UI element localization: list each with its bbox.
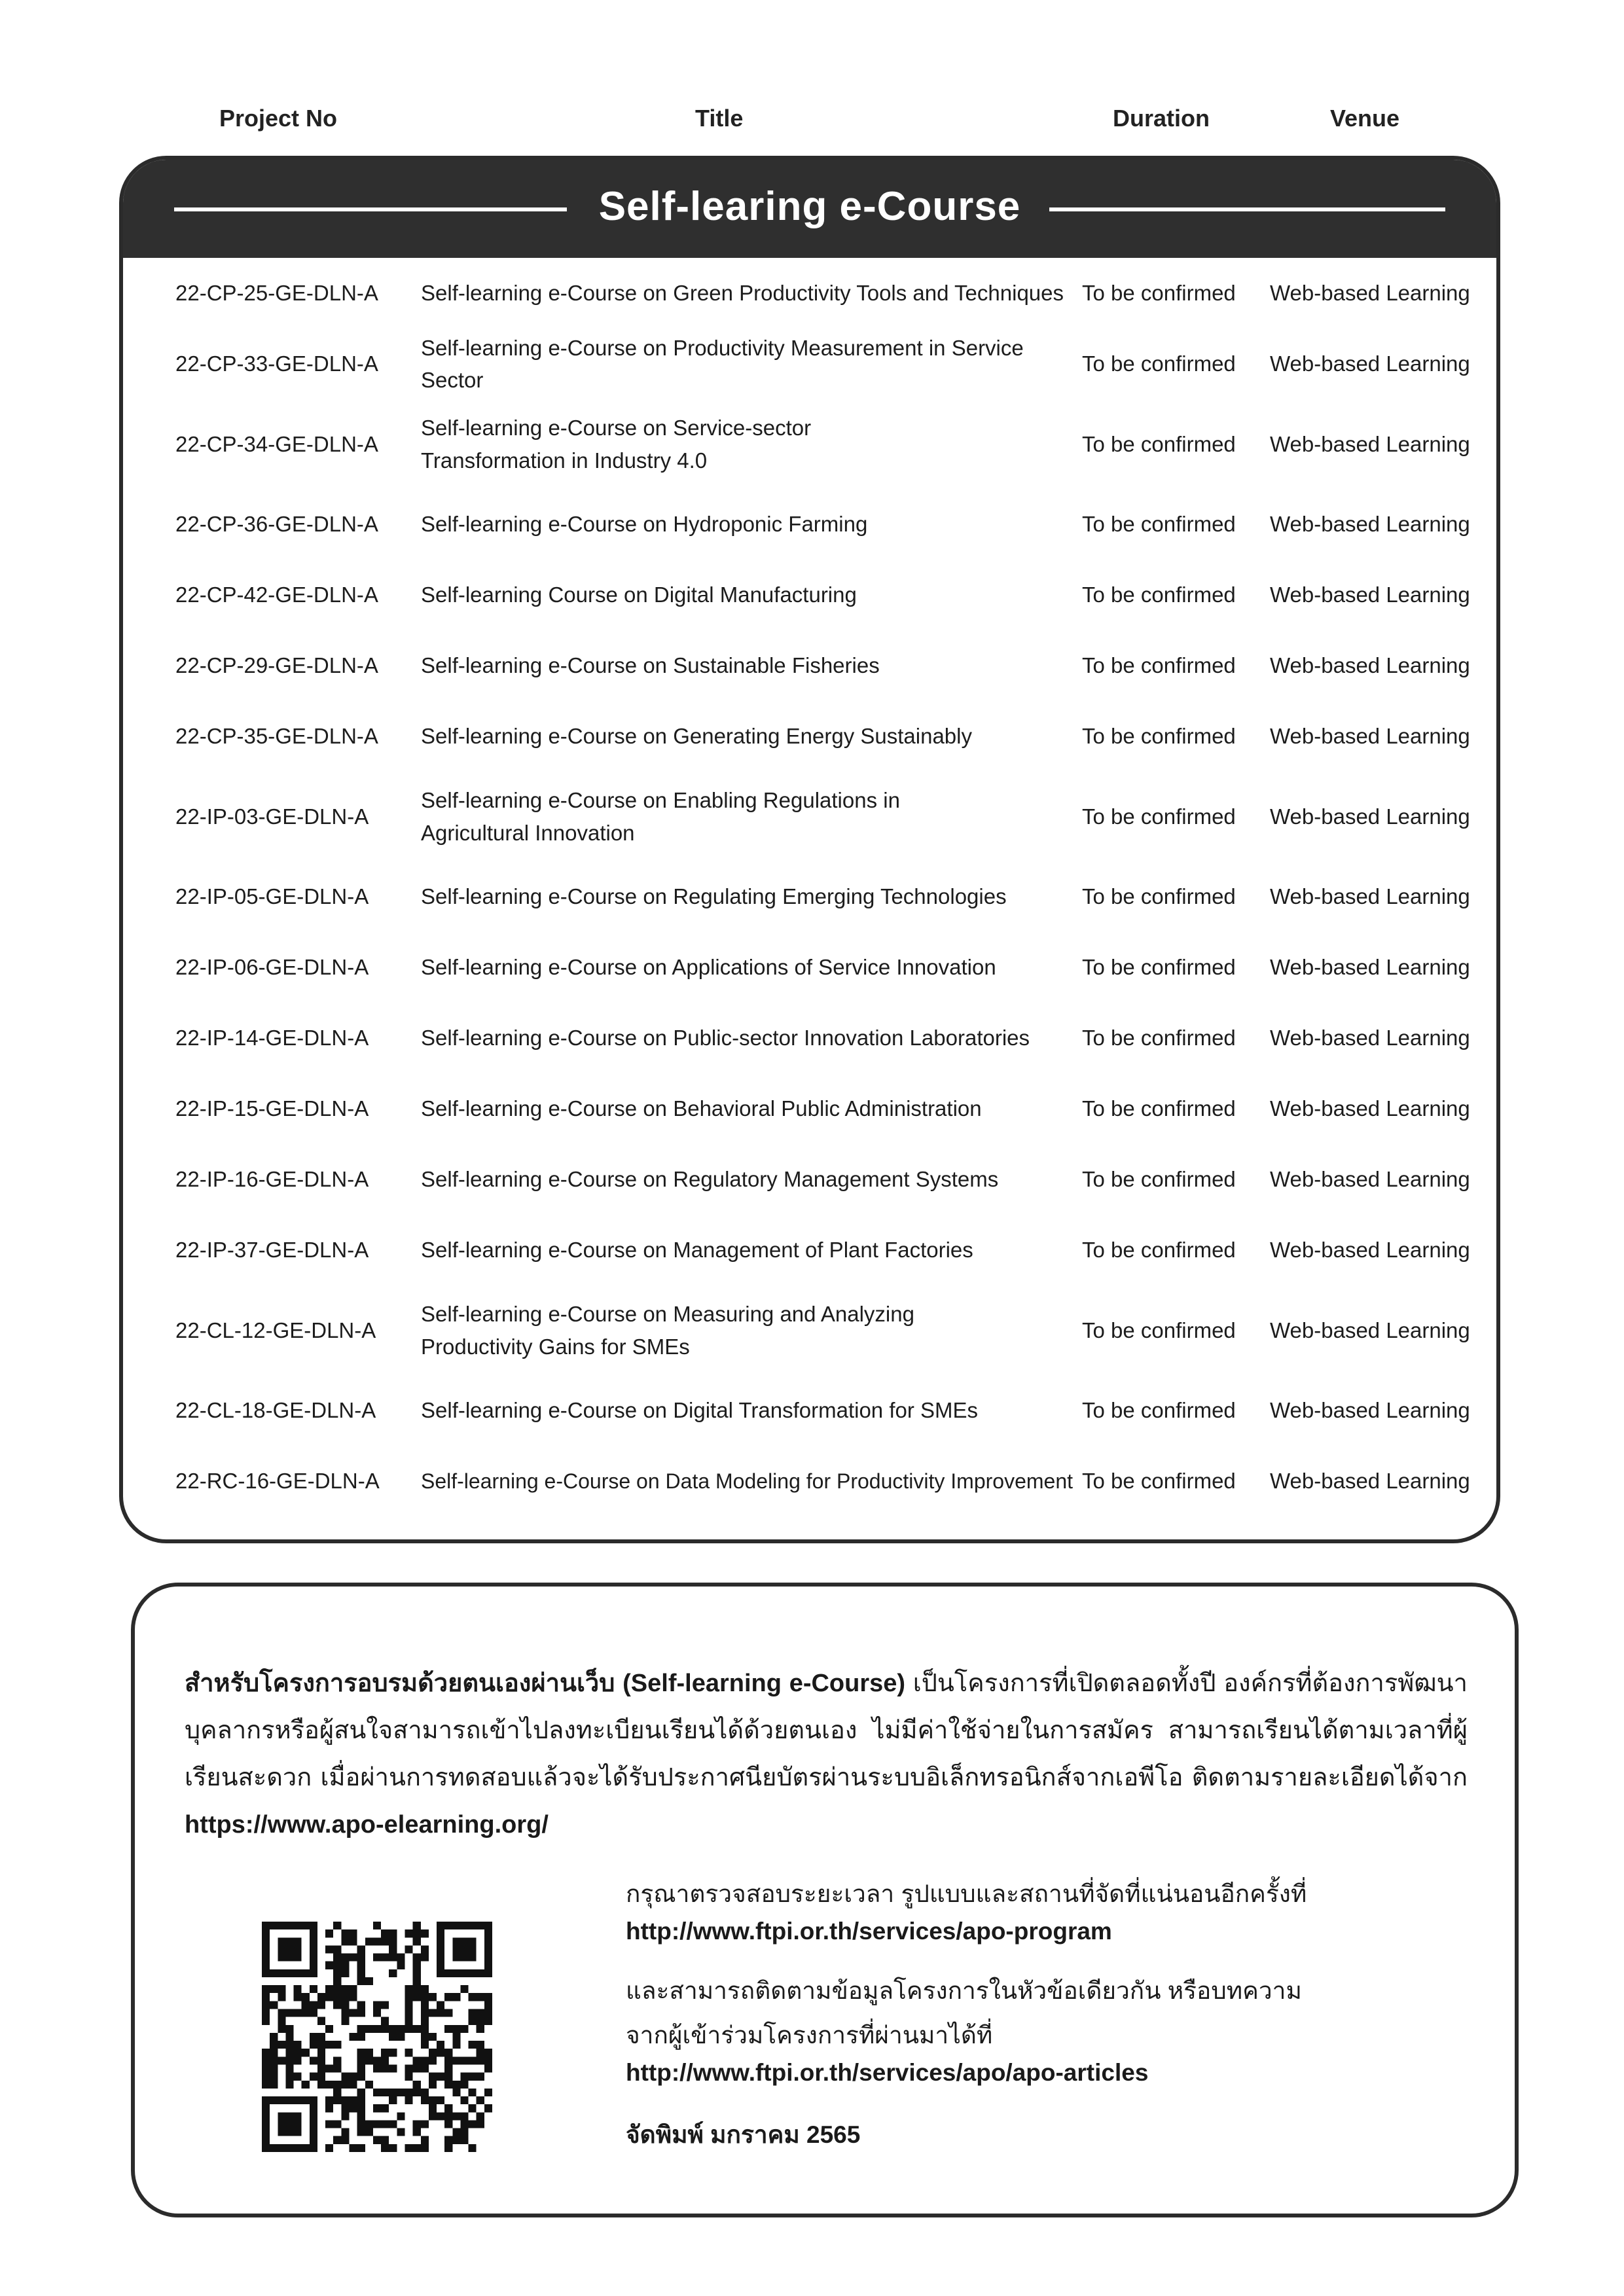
course-table-panel bbox=[119, 156, 1500, 1543]
table-row bbox=[123, 560, 1496, 630]
title-cell: Self-learning e-Course on Enabling Regulations in Agricultural Innovation bbox=[421, 788, 900, 845]
course-rows bbox=[123, 258, 1496, 1516]
duration-cell: To be confirmed bbox=[1082, 955, 1236, 980]
project-no-cell: 22-CP-34-GE-DLN-A bbox=[175, 431, 378, 456]
duration-cell: To be confirmed bbox=[1082, 281, 1236, 306]
table-row bbox=[123, 258, 1496, 329]
project-no-cell: 22-IP-37-GE-DLN-A bbox=[175, 1238, 369, 1263]
title-cell: Self-learning e-Course on Behavioral Public Administration bbox=[421, 1096, 982, 1121]
project-no-cell: 22-CP-25-GE-DLN-A bbox=[175, 281, 378, 306]
title-cell: Self-learning Course on Digital Manufacturing bbox=[421, 583, 857, 607]
note-check-schedule: กรุณาตรวจสอบระยะเวลา รูปแบบและสถานที่จัดที่แน่นอนอีกครั้งที่ bbox=[626, 1880, 1307, 1907]
table-row bbox=[123, 1446, 1496, 1516]
column-header-project-no: Project No bbox=[219, 105, 338, 132]
title-cell: Self-learning e-Course on Management of Plant Factories bbox=[421, 1238, 973, 1263]
duration-cell: To be confirmed bbox=[1082, 1026, 1236, 1050]
title-cell: Self-learning e-Course on Generating Energy Sustainably bbox=[421, 724, 972, 749]
venue-cell: Web-based Learning bbox=[1270, 1318, 1470, 1342]
project-no-cell: 22-CL-18-GE-DLN-A bbox=[175, 1398, 376, 1423]
duration-cell: To be confirmed bbox=[1082, 1318, 1236, 1342]
venue-cell: Web-based Learning bbox=[1270, 724, 1470, 749]
project-no-cell: 22-CP-36-GE-DLN-A bbox=[175, 512, 378, 537]
duration-cell: To be confirmed bbox=[1082, 1398, 1236, 1423]
project-no-cell: 22-IP-15-GE-DLN-A bbox=[175, 1096, 369, 1121]
project-no-cell: 22-CP-35-GE-DLN-A bbox=[175, 724, 378, 749]
table-row bbox=[123, 1003, 1496, 1073]
duration-cell: To be confirmed bbox=[1082, 724, 1236, 749]
project-no-cell: 22-CL-12-GE-DLN-A bbox=[175, 1318, 376, 1342]
title-cell: Self-learning e-Course on Public-sector Innovation Laboratories bbox=[421, 1026, 1030, 1050]
venue-cell: Web-based Learning bbox=[1270, 1398, 1470, 1423]
section-title: Self-learing e-Course bbox=[598, 184, 1021, 229]
info-panel bbox=[131, 1583, 1519, 2217]
project-no-cell: 22-RC-16-GE-DLN-A bbox=[175, 1469, 380, 1494]
program-link[interactable]: http://www.ftpi.or.th/services/apo-program bbox=[626, 1918, 1112, 1945]
title-cell: Self-learning e-Course on Regulating Emerging Technologies bbox=[421, 884, 1007, 909]
project-no-cell: 22-IP-03-GE-DLN-A bbox=[175, 804, 369, 829]
venue-cell: Web-based Learning bbox=[1270, 351, 1470, 376]
info-lead: สำหรับโครงการอบรมด้วยตนเองผ่านเว็บ (Self-learning e-Course) bbox=[185, 1670, 906, 1697]
venue-cell: Web-based Learning bbox=[1270, 431, 1470, 456]
venue-cell: Web-based Learning bbox=[1270, 1238, 1470, 1263]
column-header-duration: Duration bbox=[1113, 105, 1210, 132]
table-row bbox=[123, 489, 1496, 560]
note-follow-info: และสามารถติดตามข้อมูลโครงการในหัวข้อเดียวกัน หรือบทความ bbox=[626, 1977, 1302, 2004]
table-row bbox=[123, 329, 1496, 399]
title-cell: Self-learning e-Course on Data Modeling for Productivity Improvement bbox=[421, 1469, 1074, 1493]
duration-cell: To be confirmed bbox=[1082, 1167, 1236, 1192]
table-row bbox=[123, 772, 1496, 861]
table-row bbox=[123, 399, 1496, 489]
table-row bbox=[123, 1215, 1496, 1285]
title-cell: Self-learning e-Course on Hydroponic Farming bbox=[421, 512, 868, 537]
duration-cell: To be confirmed bbox=[1082, 653, 1236, 678]
table-row bbox=[123, 1073, 1496, 1144]
project-no-cell: 22-IP-16-GE-DLN-A bbox=[175, 1167, 369, 1192]
table-row bbox=[123, 932, 1496, 1003]
info-body: เป็นโครงการที่เปิดตลอดทั้งปี องค์กรที่ต้องการพัฒนาบุคลากรหรือผู้สนใจสามารถเข้าไปลงทะเบียนเรียนได้ด้วยตนเอง ไม่มีค่าใช้จ่ายในการสมัคร สามารถเรียนได้ตามเวลาที่ผู้เรียนสะดวก เมื่อผ่านการทดสอบแล้วจะได้รับประกาศนียบัตรผ่านระบบอิเล็กทรอนิกส์จากเอพีโอ ติดตามรายละเอียดได้จาก bbox=[185, 1670, 1468, 1791]
project-no-cell: 22-CP-42-GE-DLN-A bbox=[175, 583, 378, 607]
duration-cell: To be confirmed bbox=[1082, 512, 1236, 537]
duration-cell: To be confirmed bbox=[1082, 1096, 1236, 1121]
table-row bbox=[123, 701, 1496, 772]
qr-code-icon bbox=[262, 1922, 492, 2152]
title-cell: Self-learning e-Course on Sustainable Fisheries bbox=[421, 653, 880, 678]
venue-cell: Web-based Learning bbox=[1270, 1167, 1470, 1192]
venue-cell: Web-based Learning bbox=[1270, 1096, 1470, 1121]
venue-cell: Web-based Learning bbox=[1270, 583, 1470, 607]
title-cell: Self-learning e-Course on Applications of Service Innovation bbox=[421, 955, 996, 980]
articles-link[interactable]: http://www.ftpi.or.th/services/apo/apo-articles bbox=[626, 2059, 1149, 2086]
title-cell: Self-learning e-Course on Productivity Measurement in Service Sector bbox=[421, 335, 1024, 392]
table-row bbox=[123, 1375, 1496, 1446]
duration-cell: To be confirmed bbox=[1082, 1469, 1236, 1494]
duration-cell: To be confirmed bbox=[1082, 583, 1236, 607]
table-row bbox=[123, 1144, 1496, 1215]
venue-cell: Web-based Learning bbox=[1270, 884, 1470, 909]
elearning-link[interactable]: https://www.apo-elearning.org/ bbox=[185, 1811, 549, 1839]
project-no-cell: 22-IP-05-GE-DLN-A bbox=[175, 884, 369, 909]
venue-cell: Web-based Learning bbox=[1270, 1469, 1470, 1494]
section-header-band bbox=[123, 160, 1496, 258]
project-no-cell: 22-CP-29-GE-DLN-A bbox=[175, 653, 378, 678]
venue-cell: Web-based Learning bbox=[1270, 653, 1470, 678]
venue-cell: Web-based Learning bbox=[1270, 512, 1470, 537]
duration-cell: To be confirmed bbox=[1082, 1238, 1236, 1263]
column-header-title: Title bbox=[695, 105, 744, 132]
title-cell: Self-learning e-Course on Regulatory Management Systems bbox=[421, 1167, 999, 1192]
printed-date: จัดพิมพ์ มกราคม 2565 bbox=[626, 2121, 861, 2148]
table-row bbox=[123, 1285, 1496, 1375]
info-paragraph bbox=[185, 1660, 1468, 1848]
project-no-cell: 22-IP-14-GE-DLN-A bbox=[175, 1026, 369, 1050]
table-row bbox=[123, 630, 1496, 701]
project-no-cell: 22-CP-33-GE-DLN-A bbox=[175, 351, 378, 376]
title-cell: Self-learning e-Course on Measuring and Analyzing Productivity Gains for SMEs bbox=[421, 1302, 914, 1359]
duration-cell: To be confirmed bbox=[1082, 431, 1236, 456]
duration-cell: To be confirmed bbox=[1082, 804, 1236, 829]
venue-cell: Web-based Learning bbox=[1270, 281, 1470, 306]
duration-cell: To be confirmed bbox=[1082, 351, 1236, 376]
title-cell: Self-learning e-Course on Service-sector Transformation in Industry 4.0 bbox=[421, 416, 812, 473]
column-header-venue: Venue bbox=[1330, 105, 1400, 132]
note-participants: จากผู้เข้าร่วมโครงการที่ผ่านมาได้ที่ bbox=[626, 2022, 993, 2049]
title-cell: Self-learning e-Course on Green Productivity Tools and Techniques bbox=[421, 281, 1064, 306]
venue-cell: Web-based Learning bbox=[1270, 804, 1470, 829]
table-row bbox=[123, 861, 1496, 932]
venue-cell: Web-based Learning bbox=[1270, 955, 1470, 980]
project-no-cell: 22-IP-06-GE-DLN-A bbox=[175, 955, 369, 980]
venue-cell: Web-based Learning bbox=[1270, 1026, 1470, 1050]
title-cell: Self-learning e-Course on Digital Transformation for SMEs bbox=[421, 1398, 979, 1423]
duration-cell: To be confirmed bbox=[1082, 884, 1236, 909]
header-rule-right bbox=[1049, 207, 1445, 211]
